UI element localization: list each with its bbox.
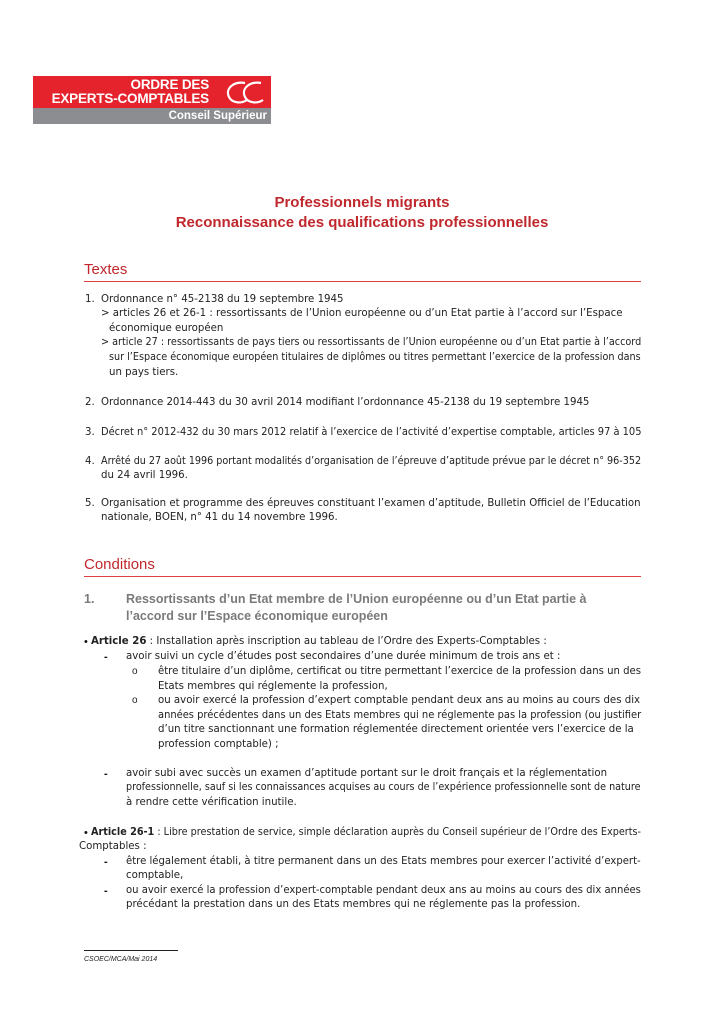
- list-item-line: Organisation et programme des épreuves constituant l’examen d’aptitude, Bulletin Officiel de l’Education: [101, 498, 641, 509]
- footnote-rule: [84, 950, 178, 951]
- article-26-circle-2-line: d’un titre sanctionnant une formation réglementée directement orientée vers l’exercice de la: [158, 724, 634, 735]
- list-number: 5.: [85, 498, 95, 509]
- section-heading-textes: Textes: [84, 261, 128, 278]
- section-rule-conditions: [84, 576, 641, 577]
- list-item-line: sur l’Espace économique européen titulaires de diplômes ou titres permettant l’exercice de la profession dans: [109, 352, 641, 363]
- dash-marker: -: [104, 768, 108, 780]
- circle-marker: o: [132, 666, 138, 677]
- footer-note: CSOEC/MCA/Mai 2014: [84, 956, 158, 963]
- article-26-text: : Installation après inscription au tableau de l’Ordre des Experts-Comptables :: [146, 636, 547, 647]
- article-26-1-dash-1-line: comptable,: [126, 870, 184, 881]
- article-26-circle-2-line: ou avoir exercé la profession d’expert comptable pendant deux ans au moins au cours des dix: [158, 695, 641, 706]
- article-26-circle-1-line: Etats membres qui réglemente la profession,: [158, 681, 388, 692]
- list-number: 3.: [85, 427, 95, 438]
- article-26-circle-2-line: années précédentes dans un des Etats membres qui ne réglemente pas la profession (ou justifier: [158, 710, 642, 721]
- list-item-line: du 24 avril 1996.: [101, 470, 188, 481]
- list-item-line: économique européen: [109, 323, 224, 334]
- list-item-line: Arrêté du 27 août 1996 portant modalités d’organisation de l’épreuve d’aptitude prévue par le décret n° 96-352: [101, 456, 642, 467]
- page-title-line-2: Reconnaissance des qualifications professionnelles: [175, 214, 549, 231]
- article-26-dash-2-line: avoir subi avec succès un examen d’aptitude portant sur le droit français et la réglementation: [126, 768, 608, 779]
- article-26-dash-1: avoir suivi un cycle d’études post secondaires d’une durée minimum de trois ans et :: [126, 651, 561, 662]
- circle-marker: o: [132, 695, 138, 706]
- list-item-line: > articles 26 et 26-1 : ressortissants de l’Union européenne ou d’un Etat partie à l’accord sur l’Espace: [101, 308, 623, 319]
- article-26-1-label: Article 26-1: [91, 827, 155, 838]
- list-number: 1.: [85, 294, 95, 305]
- article-26-1-line: Comptables :: [79, 841, 147, 852]
- list-item-line: Ordonnance 2014-443 du 30 avril 2014 modifiant l’ordonnance 45-2138 du 19 septembre 1945: [101, 397, 590, 408]
- page-title-line-1: Professionnels migrants: [274, 194, 450, 211]
- list-number: 2.: [85, 397, 95, 408]
- article-26-1-dash-2-line: précédant la prestation dans un des Etats membres qui ne réglemente pas la profession.: [126, 899, 581, 910]
- subheading-line-1: Ressortissants d’un Etat membre de l’Union européenne ou d’un Etat partie à: [126, 592, 587, 606]
- article-26-circle-2-line: profession comptable) ;: [158, 739, 279, 750]
- article-26-dash-2-line: professionnelle, sauf si les connaissances acquises au cours de l’expérience professionnelle sont de nature: [126, 782, 641, 793]
- logo-line-2: EXPERTS-COMPTABLES: [51, 91, 209, 106]
- list-item-line: Ordonnance n° 45-2138 du 19 septembre 1945: [101, 294, 344, 305]
- article-26-line: [91, 635, 547, 650]
- article-26-1-line: [91, 826, 641, 841]
- list-item-line: Décret n° 2012-432 du 30 mars 2012 relatif à l’exercice de l’activité d’expertise comptable, articles 97 à 105: [101, 427, 642, 438]
- dash-marker: -: [104, 885, 108, 897]
- list-item-line: un pays tiers.: [109, 367, 179, 378]
- article-26-1-text: : Libre prestation de service, simple déclaration auprès du Conseil supérieur de l’Ordre des Experts-: [154, 827, 642, 838]
- bullet-marker: •: [84, 636, 88, 648]
- logo: [33, 76, 271, 124]
- article-26-1-dash-1-line: être légalement établi, à titre permanent dans un des Etats membres pour exercer l’activité d’expert-: [126, 856, 641, 867]
- article-26-dash-2-line: à rendre cette vérification inutile.: [126, 797, 297, 808]
- article-26-label: Article 26: [91, 636, 147, 647]
- section-heading-conditions: Conditions: [84, 556, 155, 573]
- logo-line-3: Conseil Supérieur: [168, 110, 267, 122]
- bullet-marker: •: [84, 827, 88, 839]
- list-number: 4.: [85, 456, 95, 467]
- article-26-1-dash-2-line: ou avoir exercé la profession d’expert-comptable pendant deux ans au moins au cours des dix années: [126, 885, 641, 896]
- dash-marker: -: [104, 856, 108, 868]
- subheading-number: 1.: [84, 592, 95, 606]
- logo-line-1: ORDRE DES: [130, 77, 209, 92]
- logo-cc-icon: [221, 79, 269, 107]
- article-26-circle-1-line: être titulaire d’un diplôme, certificat ou titre permettant l’exercice de la profession dans un des: [158, 666, 642, 677]
- section-rule-textes: [84, 281, 641, 282]
- list-item-line: nationale, BOEN, n° 41 du 14 novembre 1996.: [101, 512, 338, 523]
- list-item-line: > article 27 : ressortissants de pays tiers ou ressortissants de l’Union européenne ou d’un Etat partie à l’accord: [101, 337, 642, 348]
- subheading-line-2: l’accord sur l’Espace économique européen: [126, 609, 388, 623]
- dash-marker: -: [104, 651, 108, 663]
